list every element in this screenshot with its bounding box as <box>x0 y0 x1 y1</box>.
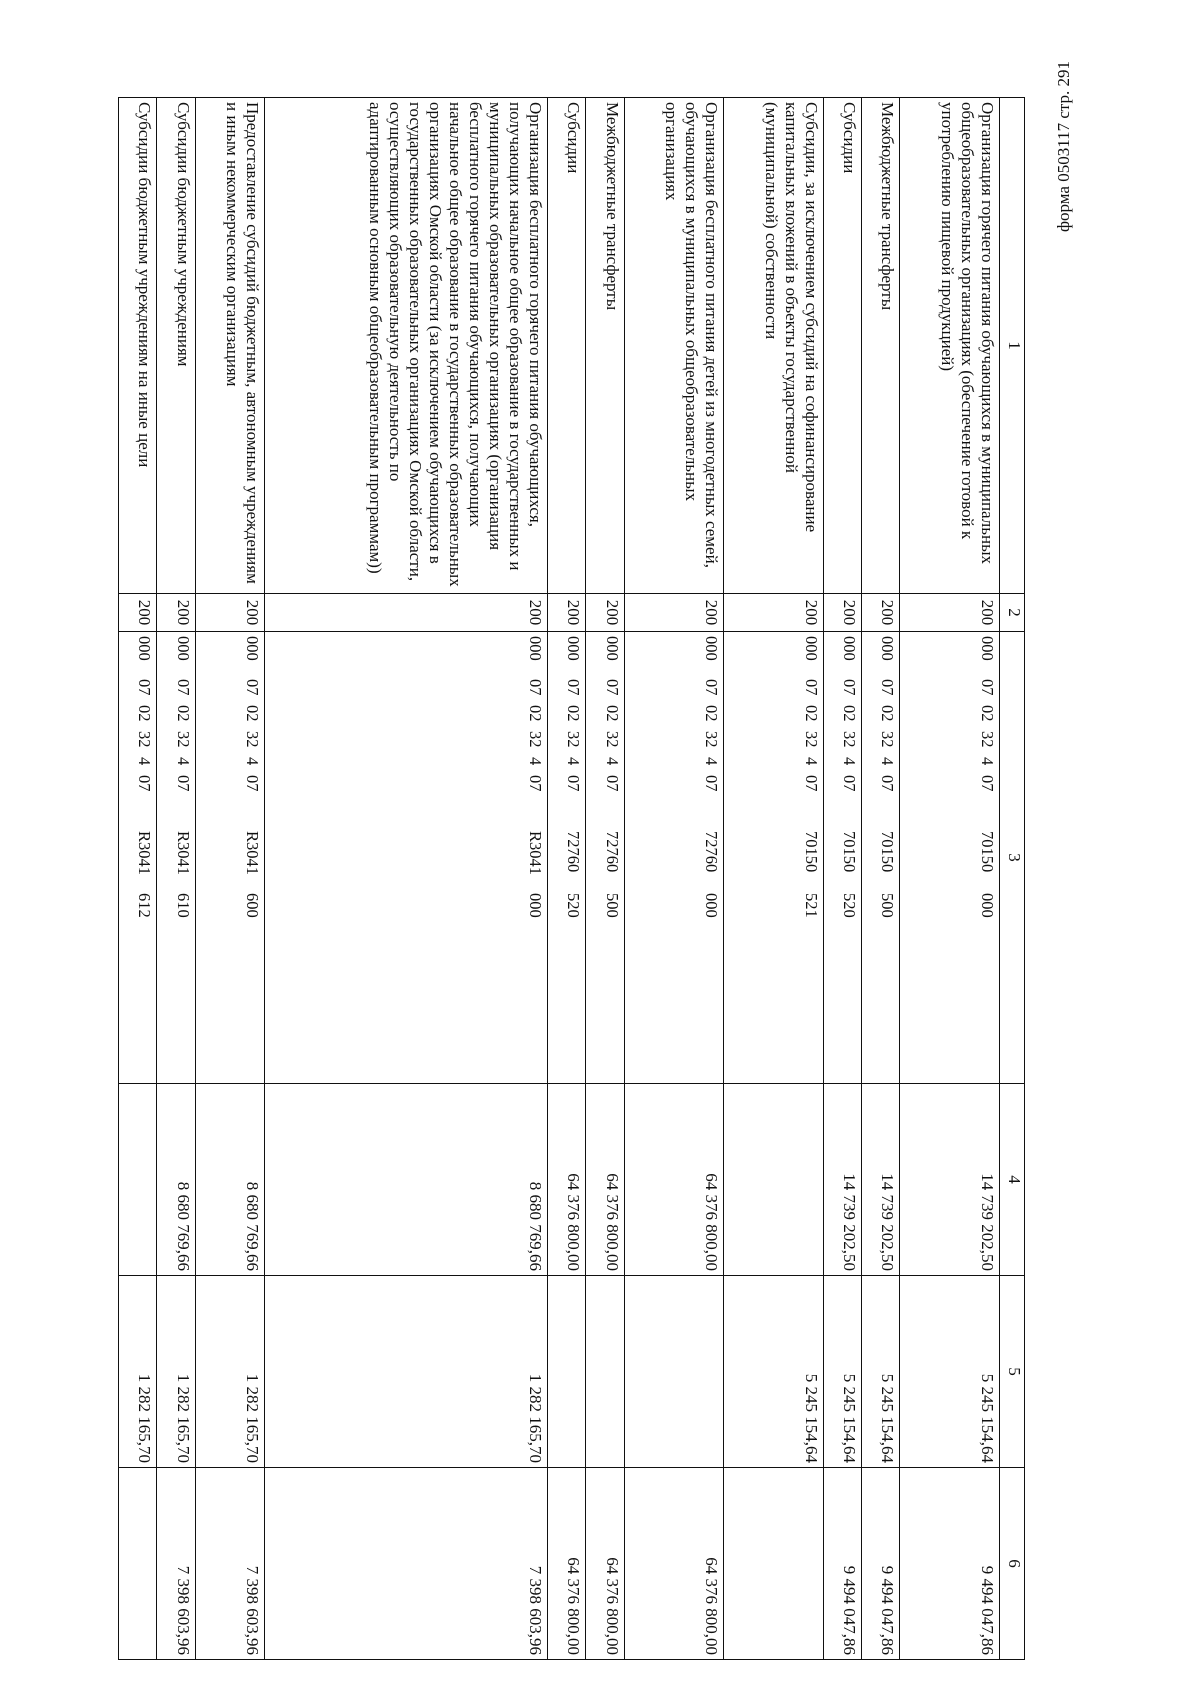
row-budget-classification-code <box>724 632 824 1084</box>
row-indicator-name: Межбюджетные трансферты <box>586 98 624 594</box>
classification-code-parts <box>564 636 583 1079</box>
row-budget-classification-code <box>624 632 724 1084</box>
code-part: 02 <box>978 705 997 722</box>
column-number: 4 <box>1000 1084 1025 1276</box>
code-part: 07 <box>978 775 997 792</box>
code-part: 000 <box>526 636 546 661</box>
code-part: 02 <box>602 705 622 722</box>
row-unexecuted-amount: 9 494 047,86 <box>823 1468 861 1660</box>
row-executed-amount: 1 282 165,70 <box>119 1276 157 1468</box>
code-part: 07 <box>526 775 546 792</box>
code-part: 02 <box>242 705 262 722</box>
code-part: 02 <box>878 705 898 722</box>
row-indicator-name: Субсидии бюджетным учреждениям <box>157 98 195 594</box>
table-row <box>264 98 547 1660</box>
code-part: 07 <box>840 679 860 696</box>
row-line-code: 200 <box>548 594 586 632</box>
table-row <box>624 98 724 1660</box>
code-part: 4 <box>878 757 898 766</box>
column-number-row <box>1000 98 1025 1660</box>
row-indicator-name: Субсидии <box>548 98 586 594</box>
code-part: 32 <box>242 731 262 748</box>
code-part: 4 <box>702 757 722 766</box>
row-line-code: 200 <box>157 594 195 632</box>
row-line-code: 200 <box>624 594 724 632</box>
code-part: 600 <box>242 893 262 918</box>
code-part: 32 <box>801 731 821 748</box>
code-part: 07 <box>173 679 193 696</box>
row-line-code: 200 <box>264 594 547 632</box>
table-row <box>900 98 1000 1660</box>
row-budget-classification-code <box>823 632 861 1084</box>
code-part: R3041 <box>173 831 193 876</box>
row-executed-amount: 1 282 165,70 <box>264 1276 547 1468</box>
row-approved-amount: 8 680 769,66 <box>195 1084 264 1276</box>
code-part: 000 <box>564 636 584 661</box>
row-approved-amount <box>119 1084 157 1276</box>
row-unexecuted-amount: 7 398 603,96 <box>157 1468 195 1660</box>
code-part: 32 <box>173 731 193 748</box>
code-part: 000 <box>242 636 262 661</box>
row-budget-classification-code <box>586 632 624 1084</box>
code-part: 4 <box>173 757 193 766</box>
row-budget-classification-code <box>264 632 547 1084</box>
row-indicator-name: Организация бесплатного горячего питания обучающихся, получающих начальное общее образование в государственных и муниципальных образовательных организациях (организация бесплатного горячего питания обучающихся, получающих начальное общее образование в государственных образовательных организациях Омской области (за исключением обучающихся в государственных образовательных организациях Омской области, осуществляющих образовательную деятельность по адаптированным основным общеобразовательным программам)) <box>264 98 547 594</box>
row-indicator-name: Организация бесплатного питания детей из многодетных семей, обучающихся в муниципальных общеобразовательных организациях <box>624 98 724 594</box>
row-budget-classification-code <box>548 632 586 1084</box>
code-part: 000 <box>135 636 155 661</box>
classification-code-parts <box>526 636 545 1079</box>
code-part: 000 <box>526 893 546 918</box>
code-part: 07 <box>840 775 860 792</box>
row-line-code: 200 <box>862 594 900 632</box>
row-unexecuted-amount <box>119 1468 157 1660</box>
code-part: 07 <box>135 775 155 792</box>
row-approved-amount: 14 739 202,50 <box>900 1084 1000 1276</box>
code-part: 70150 <box>801 831 821 873</box>
code-part: 4 <box>840 757 860 766</box>
row-budget-classification-code <box>157 632 195 1084</box>
code-part: 07 <box>564 679 584 696</box>
code-part: 32 <box>526 731 546 748</box>
table-row <box>823 98 861 1660</box>
code-part: 612 <box>135 893 155 918</box>
code-part: 32 <box>840 731 860 748</box>
row-executed-amount <box>548 1276 586 1468</box>
code-part: 520 <box>564 893 584 918</box>
row-approved-amount: 14 739 202,50 <box>823 1084 861 1276</box>
code-part: 07 <box>602 775 622 792</box>
code-part: R3041 <box>135 831 155 876</box>
table-row <box>724 98 824 1660</box>
table-row <box>548 98 586 1660</box>
code-part: 000 <box>978 636 997 661</box>
row-unexecuted-amount: 64 376 800,00 <box>624 1468 724 1660</box>
row-unexecuted-amount: 7 398 603,96 <box>264 1468 547 1660</box>
classification-code-parts <box>702 636 721 1079</box>
code-part: 07 <box>242 775 262 792</box>
table-row <box>586 98 624 1660</box>
code-part: 32 <box>978 731 997 748</box>
classification-code-parts <box>801 636 820 1079</box>
code-part: 70150 <box>840 831 860 873</box>
classification-code-parts <box>242 636 261 1079</box>
code-part: R3041 <box>242 831 262 876</box>
row-approved-amount: 64 376 800,00 <box>586 1084 624 1276</box>
code-part: 4 <box>564 757 584 766</box>
code-part: 520 <box>840 893 860 918</box>
classification-code-parts <box>135 636 154 1079</box>
table-row <box>119 98 157 1660</box>
code-part: 07 <box>526 679 546 696</box>
code-part: 32 <box>702 731 722 748</box>
code-part: 02 <box>840 705 860 722</box>
code-part: 72760 <box>702 831 722 873</box>
row-line-code: 200 <box>823 594 861 632</box>
code-part: 000 <box>878 636 898 661</box>
code-part: 000 <box>173 636 193 661</box>
code-part: R3041 <box>526 831 546 876</box>
code-part: 500 <box>602 893 622 918</box>
column-number: 2 <box>1000 594 1025 632</box>
classification-code-parts <box>878 636 897 1079</box>
code-part: 02 <box>702 705 722 722</box>
row-approved-amount: 8 680 769,66 <box>157 1084 195 1276</box>
row-executed-amount: 5 245 154,64 <box>862 1276 900 1468</box>
code-part: 000 <box>702 636 722 661</box>
code-part: 02 <box>173 705 193 722</box>
row-approved-amount: 14 739 202,50 <box>862 1084 900 1276</box>
column-number: 6 <box>1000 1468 1025 1660</box>
code-part: 07 <box>801 679 821 696</box>
table-row <box>157 98 195 1660</box>
row-indicator-name: Межбюджетные трансферты <box>862 98 900 594</box>
row-line-code: 200 <box>724 594 824 632</box>
code-part: 07 <box>878 679 898 696</box>
code-part: 4 <box>602 757 622 766</box>
code-part: 4 <box>242 757 262 766</box>
code-part: 610 <box>173 893 193 918</box>
row-executed-amount: 1 282 165,70 <box>195 1276 264 1468</box>
code-part: 07 <box>702 679 722 696</box>
classification-code-parts <box>602 636 621 1079</box>
form-reference: форма 0503117 стр. 291 <box>1054 61 1073 232</box>
row-budget-classification-code <box>195 632 264 1084</box>
code-part: 07 <box>602 679 622 696</box>
code-part: 000 <box>801 636 821 661</box>
code-part: 4 <box>135 757 155 766</box>
row-unexecuted-amount: 9 494 047,86 <box>900 1468 1000 1660</box>
code-part: 000 <box>840 636 860 661</box>
column-number: 3 <box>1000 632 1025 1084</box>
row-executed-amount: 1 282 165,70 <box>157 1276 195 1468</box>
row-indicator-name: Субсидии <box>823 98 861 594</box>
code-part: 02 <box>801 705 821 722</box>
row-indicator-name: Субсидии, за исключением субсидий на софинансирование капитальных вложений в объекты государственной (муниципальной) собственности <box>724 98 824 594</box>
code-part: 70150 <box>978 831 997 873</box>
row-line-code: 200 <box>195 594 264 632</box>
budget-execution-table <box>118 97 1025 1660</box>
code-part: 07 <box>564 775 584 792</box>
row-approved-amount: 64 376 800,00 <box>548 1084 586 1276</box>
row-unexecuted-amount: 7 398 603,96 <box>195 1468 264 1660</box>
code-part: 32 <box>878 731 898 748</box>
code-part: 07 <box>702 775 722 792</box>
code-part: 07 <box>135 679 155 696</box>
row-line-code: 200 <box>119 594 157 632</box>
code-part: 4 <box>978 757 997 766</box>
code-part: 72760 <box>602 831 622 873</box>
code-part: 02 <box>564 705 584 722</box>
column-number: 5 <box>1000 1276 1025 1468</box>
row-unexecuted-amount: 64 376 800,00 <box>586 1468 624 1660</box>
row-indicator-name: Предоставление субсидий бюджетным, автономным учреждениям и иным некоммерческим организациям <box>195 98 264 594</box>
code-part: 32 <box>135 731 155 748</box>
table-row <box>862 98 900 1660</box>
row-line-code: 200 <box>900 594 1000 632</box>
code-part: 70150 <box>878 831 898 873</box>
row-budget-classification-code <box>862 632 900 1084</box>
row-line-code: 200 <box>586 594 624 632</box>
code-part: 07 <box>173 775 193 792</box>
code-part: 4 <box>526 757 546 766</box>
code-part: 07 <box>978 679 997 696</box>
code-part: 02 <box>135 705 155 722</box>
table-row <box>195 98 264 1660</box>
report-table-container <box>118 97 1025 1659</box>
code-part: 000 <box>602 636 622 661</box>
classification-code-parts <box>173 636 192 1079</box>
code-part: 000 <box>978 893 997 918</box>
row-executed-amount <box>586 1276 624 1468</box>
row-approved-amount: 8 680 769,66 <box>264 1084 547 1276</box>
code-part: 07 <box>801 775 821 792</box>
column-number: 1 <box>1000 98 1025 594</box>
code-part: 72760 <box>564 831 584 873</box>
row-executed-amount: 5 245 154,64 <box>823 1276 861 1468</box>
row-approved-amount: 64 376 800,00 <box>624 1084 724 1276</box>
row-executed-amount <box>624 1276 724 1468</box>
classification-code-parts <box>840 636 859 1079</box>
code-part: 02 <box>526 705 546 722</box>
code-part: 07 <box>878 775 898 792</box>
row-approved-amount <box>724 1084 824 1276</box>
code-part: 32 <box>602 731 622 748</box>
row-executed-amount: 5 245 154,64 <box>724 1276 824 1468</box>
classification-code-parts <box>978 636 997 1079</box>
row-budget-classification-code <box>119 632 157 1084</box>
code-part: 4 <box>801 757 821 766</box>
row-budget-classification-code <box>900 632 1000 1084</box>
row-indicator-name: Организация горячего питания обучающихся в муниципальных общеобразовательных организациях (обеспечение готовой к употреблению пищевой продукцией) <box>900 98 1000 594</box>
row-unexecuted-amount <box>724 1468 824 1660</box>
row-executed-amount: 5 245 154,64 <box>900 1276 1000 1468</box>
row-indicator-name: Субсидии бюджетным учреждениям на иные цели <box>119 98 157 594</box>
code-part: 07 <box>242 679 262 696</box>
code-part: 500 <box>878 893 898 918</box>
row-unexecuted-amount: 9 494 047,86 <box>862 1468 900 1660</box>
code-part: 521 <box>801 893 821 918</box>
row-unexecuted-amount: 64 376 800,00 <box>548 1468 586 1660</box>
code-part: 32 <box>564 731 584 748</box>
code-part: 000 <box>702 893 722 918</box>
